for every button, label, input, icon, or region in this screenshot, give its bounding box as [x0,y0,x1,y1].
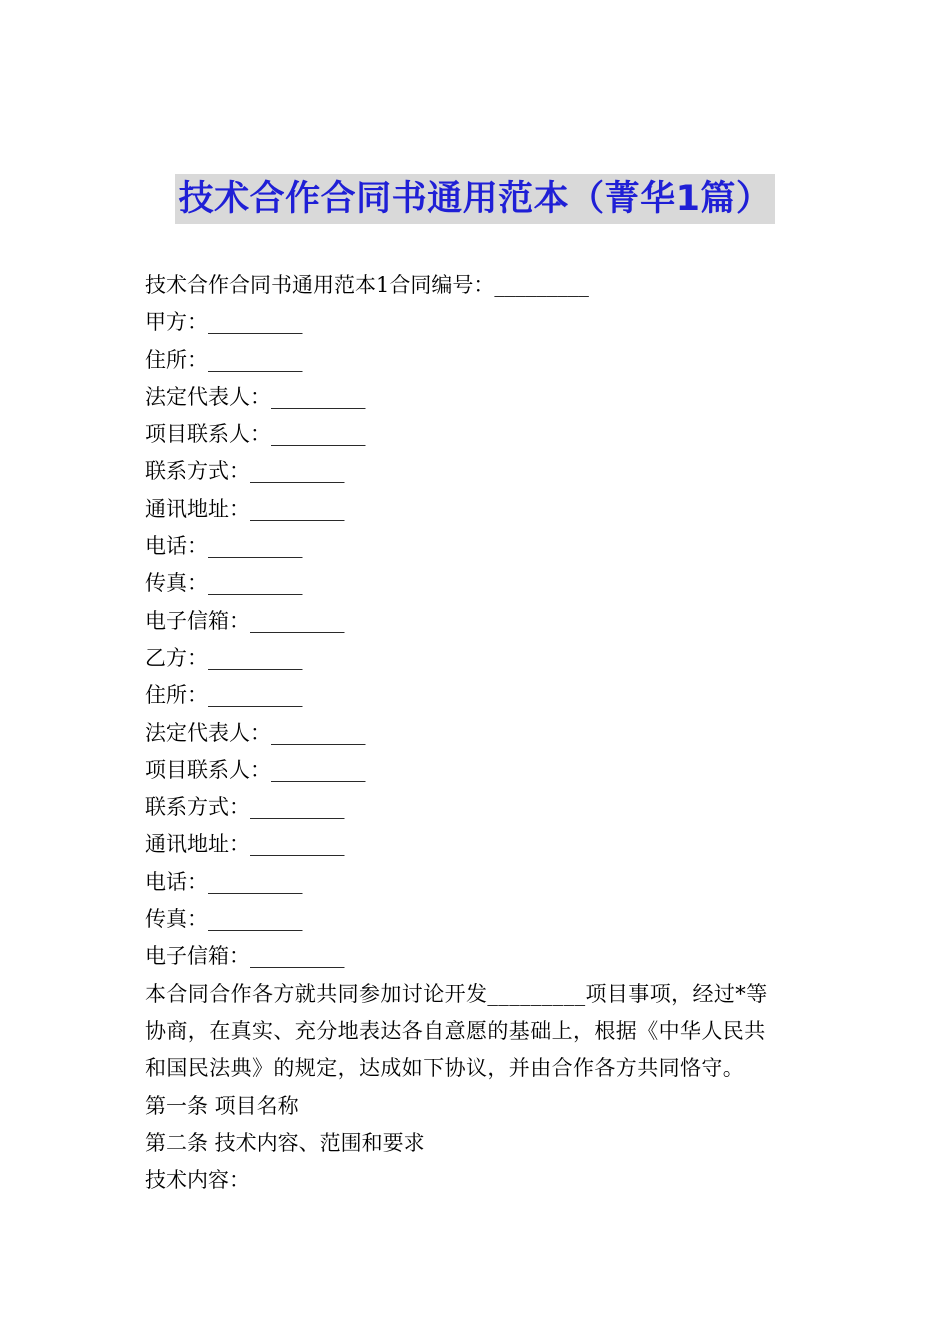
party-a-address-line: 住所：_________ [145,347,303,372]
preamble-line: 和国民法典》的规定，达成如下协议，并由合作各方共同恪守。 [145,1056,745,1081]
article-2-heading: 第二条 技术内容、范围和要求 [145,1130,425,1155]
party-a-line: 甲方：_________ [145,310,303,335]
preamble-paragraph [145,976,810,1088]
party-b-phone-line: 电话：_________ [145,869,303,894]
party-a-email-line: 电子信箱：_________ [145,608,345,633]
party-b-line: 乙方：_________ [145,645,303,670]
party-b-legal-rep-line: 法定代表人：_________ [145,720,366,745]
article-1-heading: 第一条 项目名称 [145,1093,299,1118]
document-title: 技术合作合同书通用范本（菁华1篇） [175,174,776,224]
title-container [0,174,950,224]
preamble-line: 协商，在真实、充分地表达各自意愿的基础上，根据《中华人民共 [145,1018,766,1043]
party-b-email-line: 电子信箱：_________ [145,944,345,969]
party-a-mailing-address-line: 通讯地址：_________ [145,496,345,521]
party-b-project-contact-line: 项目联系人：_________ [145,757,366,782]
party-b-address-line: 住所：_________ [145,683,303,708]
party-b-contact-method-line: 联系方式：_________ [145,795,345,820]
party-a-project-contact-line: 项目联系人：_________ [145,422,366,447]
party-b-fax-line: 传真：_________ [145,907,303,932]
party-a-contact-method-line: 联系方式：_________ [145,459,345,484]
party-a-fax-line: 传真：_________ [145,571,303,596]
document-body [145,267,810,1199]
technical-content-label: 技术内容： [145,1168,250,1193]
preamble-line: 本合同合作各方就共同参加讨论开发_________项目事项，经过*等 [145,981,768,1006]
party-a-phone-line: 电话：_________ [145,534,303,559]
contract-number-line: 技术合作合同书通用范本1合同编号：_________ [145,273,589,297]
party-b-mailing-address-line: 通讯地址：_________ [145,832,345,857]
party-a-legal-rep-line: 法定代表人：_________ [145,384,366,409]
